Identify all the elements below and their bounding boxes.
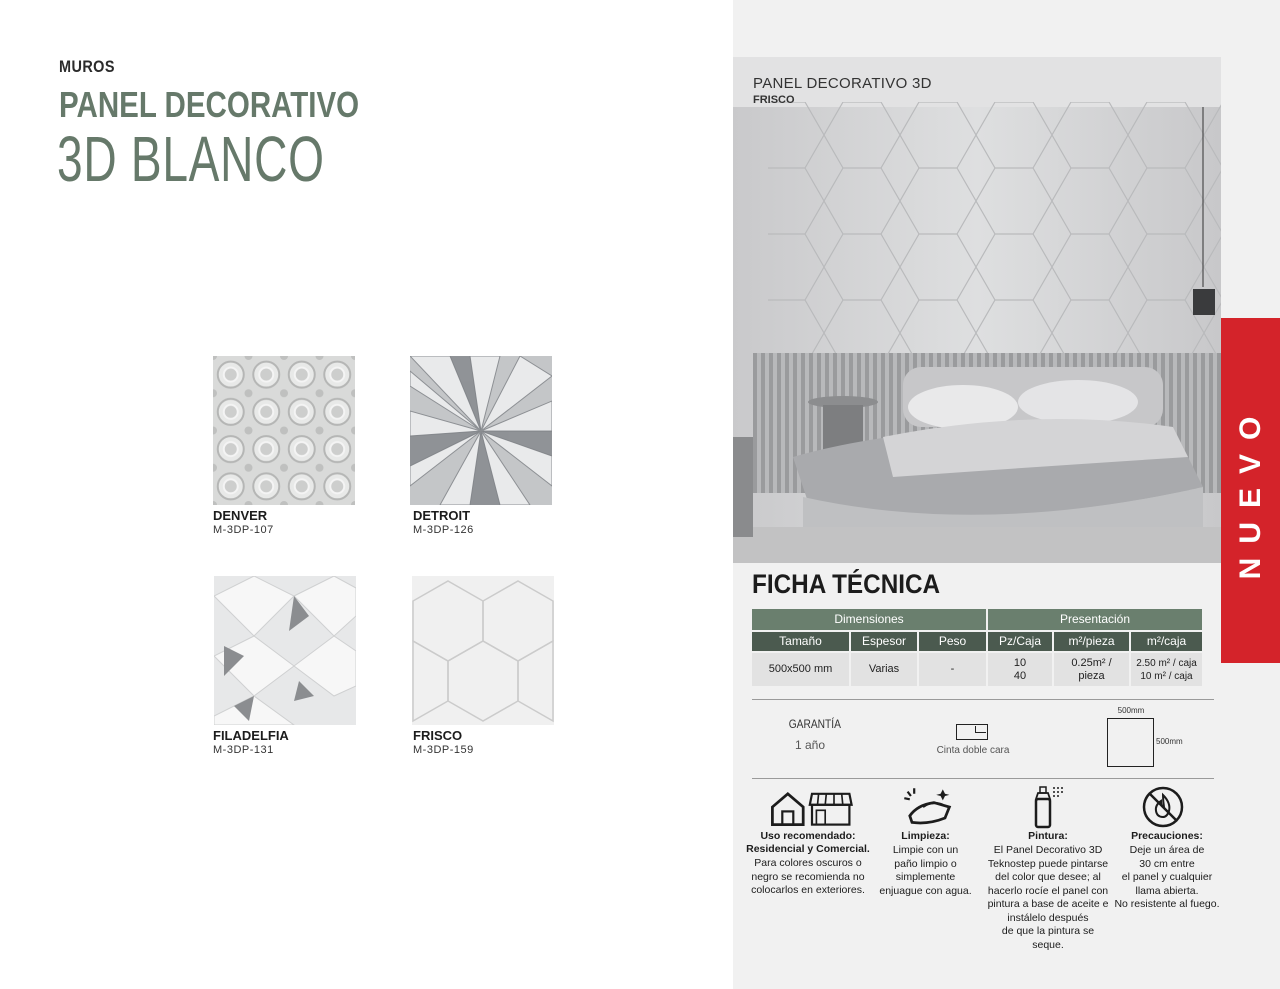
feature-pintura-line: del color que desee; al: [995, 871, 1101, 883]
feature-pintura-line: seque.: [1032, 938, 1064, 951]
page-subtitle: 3D BLANCO: [57, 123, 325, 195]
feature-pintura-line: Teknostep puede pintarse: [987, 857, 1109, 870]
cell-pz-caja-1: 10: [1013, 656, 1027, 669]
panel-dimension-square: [1107, 718, 1154, 767]
feature-pintura-line: El Panel Decorativo 3D: [993, 844, 1103, 856]
cell-m2-caja-2: 10 m² / caja: [1140, 670, 1193, 682]
no-fire-icon: [1140, 785, 1186, 829]
divider-top: [752, 699, 1214, 700]
photo-subtitle: FRISCO: [753, 94, 795, 106]
feature-limpieza-line: simplemente: [895, 871, 956, 883]
product-image-detroit: [410, 356, 552, 505]
house-store-icon: [768, 785, 848, 829]
cell-tamano: 500x500 mm: [752, 653, 849, 686]
feature-uso-title-2: Residencial y Comercial.: [746, 843, 870, 855]
feature-precauciones-line: el panel y cualquier: [1121, 871, 1213, 883]
feature-limpieza-line: paño limpio o: [894, 857, 957, 870]
feature-precauciones-line: llama abierta.: [1135, 884, 1199, 897]
group-dimensiones: Dimensiones: [752, 609, 986, 630]
tape-icon: [956, 724, 988, 740]
product-code-denver: M-3DP-107: [213, 524, 274, 536]
divider-bottom: [752, 778, 1214, 779]
cell-pz-caja: [988, 653, 1052, 686]
feature-precauciones-line: No resistente al fuego.: [1114, 898, 1220, 910]
feature-pintura-line: pintura a base de aceite e: [987, 898, 1109, 910]
header-peso: Peso: [919, 632, 986, 651]
feature-limpieza-title: Limpieza:: [901, 830, 950, 842]
header-m2-caja: m²/caja: [1131, 632, 1202, 651]
feature-limpieza-line: Limpie con un: [892, 844, 959, 856]
product-name-denver: DENVER: [213, 508, 268, 523]
category-label: MUROS: [59, 57, 115, 76]
cell-m2-caja: [1131, 653, 1202, 686]
cell-pz-caja-2: 40: [1013, 669, 1027, 682]
product-image-filadelfia: [214, 576, 356, 725]
cell-m2-caja-1: 2.50 m² / caja: [1136, 657, 1197, 669]
dimension-height: 500mm: [1156, 737, 1183, 746]
feature-precauciones-title: Precauciones:: [1131, 830, 1203, 842]
product-name-detroit: DETROIT: [413, 508, 471, 523]
product-code-frisco: M-3DP-159: [413, 744, 474, 756]
product-name-frisco: FRISCO: [413, 728, 463, 743]
feature-uso-title-1: Uso recomendado:: [760, 830, 856, 842]
ficha-title: FICHA TÉCNICA: [752, 569, 941, 599]
dimension-width: 500mm: [1117, 706, 1145, 715]
feature-precauciones-text: [1106, 844, 1228, 912]
feature-uso-line: negro se recomienda no: [751, 870, 865, 883]
feature-pintura-text: [983, 844, 1113, 952]
header-espesor: Espesor: [851, 632, 917, 651]
header-tamano: Tamaño: [752, 632, 849, 651]
product-name-filadelfia: FILADELFIA: [213, 728, 289, 743]
page-title: PANEL DECORATIVO: [59, 84, 360, 125]
feature-uso-line: Para colores oscuros o: [754, 857, 862, 869]
feature-precauciones-line: 30 cm entre: [1139, 857, 1195, 870]
product-image-denver: [213, 356, 355, 505]
cell-peso: -: [919, 653, 986, 686]
header-pz-caja: Pz/Caja: [988, 632, 1052, 651]
feature-limpieza-text: [873, 844, 978, 898]
photo-title: PANEL DECORATIVO 3D: [753, 75, 932, 92]
feature-pintura-line: hacerlo rocíe el panel con: [987, 884, 1109, 897]
cell-m2-pieza-1: 0.25m² /: [1071, 656, 1112, 669]
group-presentacion: Presentación: [988, 609, 1202, 630]
cleaning-hand-icon: [901, 785, 953, 829]
feature-limpieza-line: enjuague con agua.: [879, 884, 972, 897]
feature-uso-title: [743, 830, 873, 856]
feature-uso-line: colocarlos en exteriores.: [751, 884, 865, 896]
product-code-detroit: M-3DP-126: [413, 524, 474, 536]
cell-m2-pieza-2: pieza: [1078, 669, 1105, 682]
header-m2-pieza: m²/pieza: [1054, 632, 1129, 651]
new-badge-label: NUEVO: [1233, 402, 1267, 579]
garantia-value: 1 año: [794, 738, 826, 752]
cinta-label: Cinta doble cara: [936, 745, 1010, 756]
garantia-label: GARANTÍA: [788, 717, 841, 731]
product-code-filadelfia: M-3DP-131: [213, 744, 274, 756]
feature-pintura-line: instálelo después: [1007, 911, 1089, 924]
spray-paint-icon: [1023, 785, 1073, 829]
feature-pintura-title: Pintura:: [1028, 830, 1068, 842]
feature-uso-text: [743, 857, 873, 898]
feature-precauciones-line: Deje un área de: [1129, 844, 1205, 856]
product-image-frisco: [412, 576, 554, 725]
cell-espesor: Varias: [851, 653, 917, 686]
feature-pintura-line: de que la pintura se: [1001, 925, 1095, 937]
bedroom-photo: [733, 57, 1221, 563]
cell-m2-pieza: [1054, 653, 1129, 686]
new-badge: [1221, 318, 1280, 663]
right-page: [733, 0, 1280, 989]
